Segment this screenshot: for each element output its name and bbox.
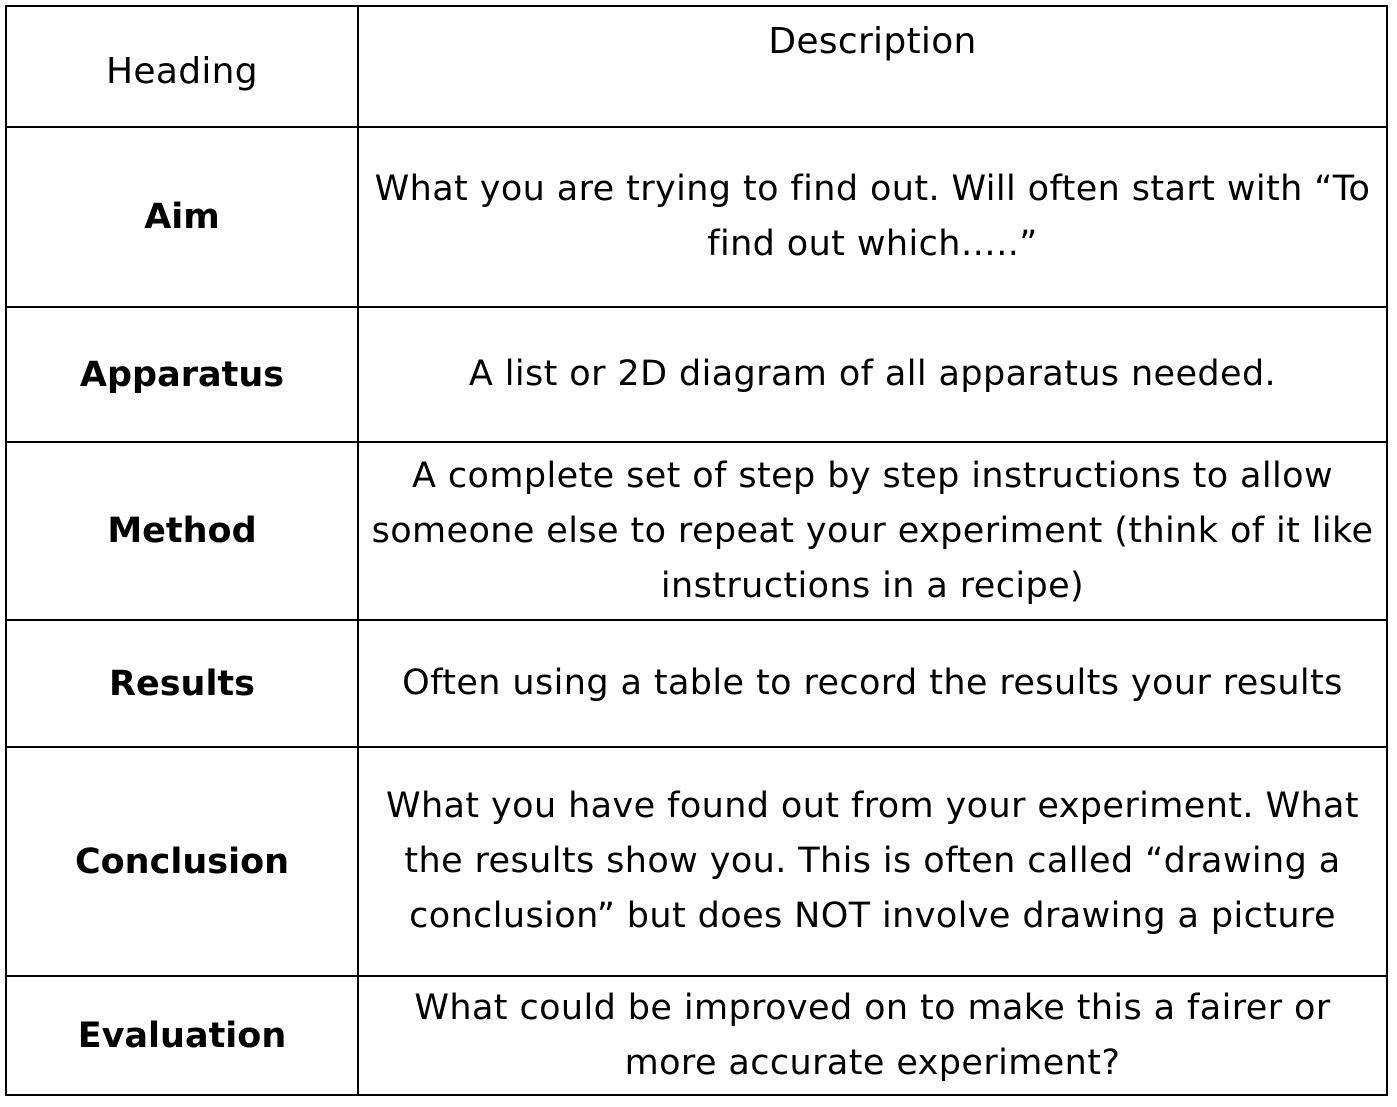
row-heading-evaluation: Evaluation bbox=[7, 976, 358, 1094]
row-description-method: A complete set of step by step instructions to allow someone else to repeat your experiment (think of it like instructions in a recipe) bbox=[358, 442, 1386, 620]
row-description-apparatus: A list or 2D diagram of all apparatus needed. bbox=[358, 307, 1386, 442]
row-heading-apparatus: Apparatus bbox=[7, 307, 358, 442]
table-row bbox=[7, 442, 1386, 620]
row-description-results: Often using a table to record the results your results bbox=[358, 620, 1386, 747]
table-row bbox=[7, 620, 1386, 747]
row-heading-conclusion: Conclusion bbox=[7, 747, 358, 976]
row-description-conclusion: What you have found out from your experiment. What the results show you. This is often called “drawing a conclusion” but does NOT involve drawing a picture bbox=[358, 747, 1386, 976]
table-row bbox=[7, 747, 1386, 976]
row-description-evaluation: What could be improved on to make this a fairer or more accurate experiment? bbox=[358, 976, 1386, 1094]
row-heading-aim: Aim bbox=[7, 127, 358, 307]
table-row bbox=[7, 307, 1386, 442]
column-header-description: Description bbox=[358, 7, 1386, 127]
row-heading-method: Method bbox=[7, 442, 358, 620]
column-header-heading: Heading bbox=[7, 7, 358, 127]
table-header-row bbox=[7, 7, 1386, 127]
table-row bbox=[7, 976, 1386, 1094]
table-row bbox=[7, 127, 1386, 307]
headings-table bbox=[7, 7, 1386, 1094]
row-description-aim: What you are trying to find out. Will often start with “To find out which…..” bbox=[358, 127, 1386, 307]
row-heading-results: Results bbox=[7, 620, 358, 747]
experiment-writeup-table bbox=[5, 5, 1388, 1096]
